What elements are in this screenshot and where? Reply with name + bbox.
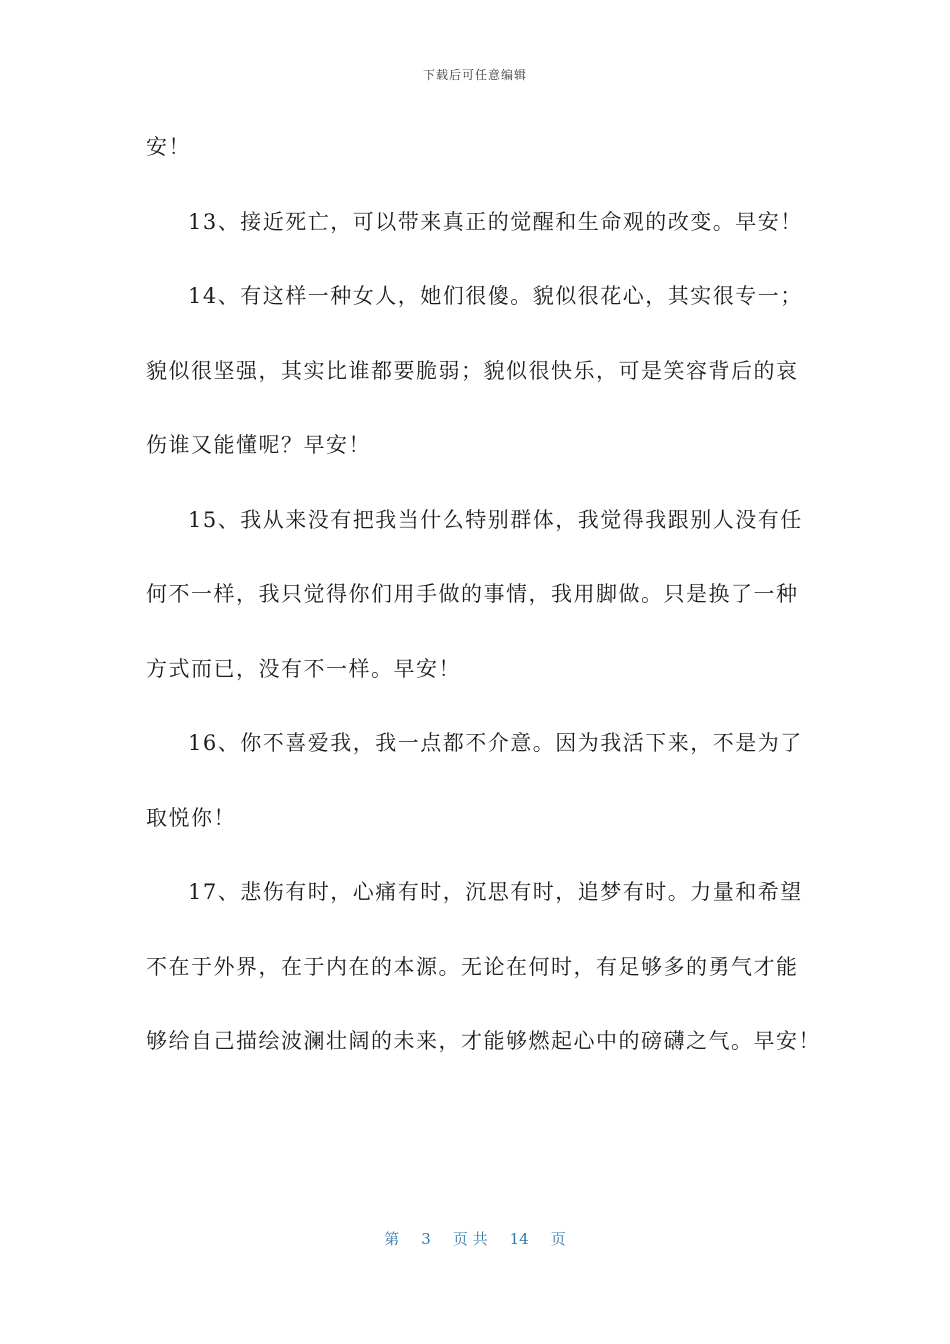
text-line: 17、悲伤有时，心痛有时，沉思有时，追梦有时。力量和希望 bbox=[188, 880, 803, 904]
text-line: 够给自己描绘波澜壮阔的未来，才能够燃起心中的磅礴之气。早安！ bbox=[146, 1029, 821, 1053]
page-footer bbox=[0, 1228, 950, 1249]
page-header: 下载后可任意编辑 bbox=[422, 68, 527, 82]
footer-label-di: 第 bbox=[384, 1230, 400, 1248]
document-body bbox=[146, 120, 821, 1089]
text-line: 貌似很坚强，其实比谁都要脆弱；貌似很快乐，可是笑容背后的哀 bbox=[146, 358, 799, 383]
current-page-number: 3 bbox=[421, 1230, 431, 1248]
text-line: 伤谁又能懂呢？早安！ bbox=[146, 433, 371, 457]
total-pages-number: 14 bbox=[509, 1230, 529, 1248]
text-line: 何不一样，我只觉得你们用手做的事情，我用脚做。只是换了一种 bbox=[146, 582, 799, 606]
text-line: 16、你不喜爱我，我一点都不介意。因为我活下来，不是为了 bbox=[188, 731, 803, 755]
text-line: 不在于外界，在于内在的本源。无论在何时，有足够多的勇气才能 bbox=[146, 954, 799, 979]
text-line: 安！ bbox=[146, 135, 191, 159]
text-line: 取悦你！ bbox=[146, 805, 236, 830]
text-line: 方式而已，没有不一样。早安！ bbox=[146, 656, 461, 681]
text-line: 15、我从来没有把我当什么特别群体，我觉得我跟别人没有任 bbox=[188, 507, 803, 532]
footer-label-ye: 页 bbox=[550, 1230, 566, 1248]
text-line: 13、接近死亡，可以带来真正的觉醒和生命观的改变。早安！ bbox=[188, 209, 803, 234]
footer-label-ye-gong: 页 共 bbox=[452, 1230, 488, 1248]
text-line: 14、有这样一种女人，她们很傻。貌似很花心，其实很专一； bbox=[188, 284, 803, 308]
